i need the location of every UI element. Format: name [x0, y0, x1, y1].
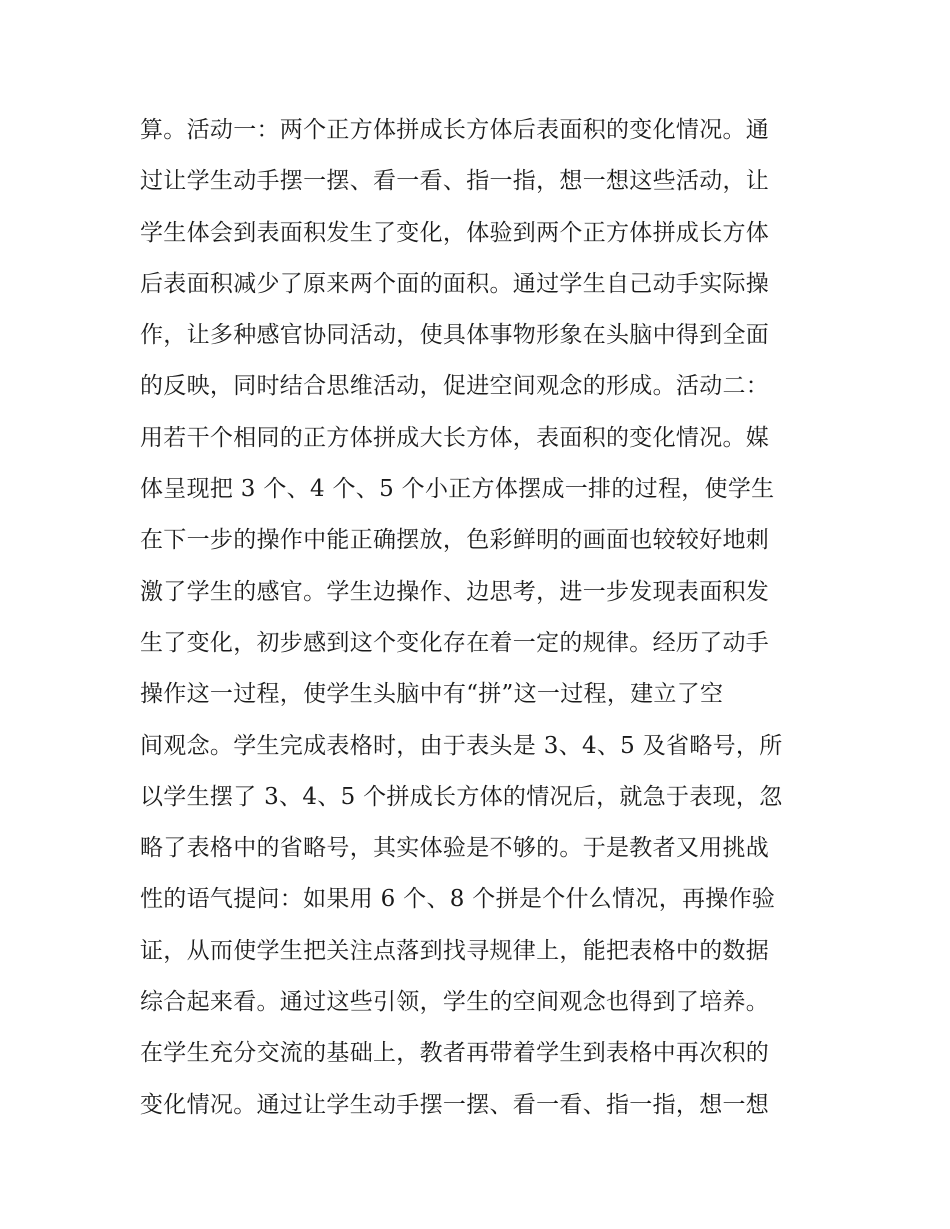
- text-line: 略了表格中的省略号，其实体验是不够的。于是教者又用挑战: [140, 835, 770, 862]
- text-line: 学生体会到表面积发生了变化，体验到两个正方体拼成长方体: [140, 219, 770, 246]
- text-line: 变化情况。通过让学生动手摆一摆、看一看、指一指，想一想: [140, 1091, 770, 1118]
- text-line: 以学生摆了 3、4、5 个拼成长方体的情况后，就急于表现，忽: [140, 783, 783, 810]
- text-line: 算。活动一：两个正方体拼成长方体后表面积的变化情况。通: [140, 117, 770, 143]
- text-line: 性的语气提问：如果用 6 个、8 个拼是个什么情况，再操作验: [140, 886, 776, 913]
- text-line: 证，从而使学生把关注点落到找寻规律上，能把表格中的数据: [140, 937, 770, 964]
- text-line: 综合起来看。通过这些引领，学生的空间观念也得到了培养。: [140, 989, 770, 1016]
- text-line: 间观念。学生完成表格时，由于表头是 3、4、5 及省略号，所: [140, 732, 783, 759]
- text-line: 过让学生动手摆一摆、看一看、指一指，想一想这些活动，让: [140, 168, 770, 195]
- text-line: 在学生充分交流的基础上，教者再带着学生到表格中再次积的: [140, 1040, 770, 1067]
- text-line: 后表面积减少了原来两个面的面积。通过学生自己动手实际操: [140, 270, 770, 297]
- text-line: 操作这一过程，使学生头脑中有“拼”这一过程，建立了空: [140, 681, 724, 708]
- text-line: 作，让多种感官协同活动，使具体事物形象在头脑中得到全面: [140, 322, 770, 349]
- text-line: 体呈现把 3 个、4 个、5 个小正方体摆成一排的过程，使学生: [140, 476, 775, 503]
- text-line: 用若干个相同的正方体拼成大长方体，表面积的变化情况。媒: [140, 424, 770, 451]
- text-line: 激了学生的感官。学生边操作、边思考，进一步发现表面积发: [140, 578, 770, 605]
- text-line: 的反映，同时结合思维活动，促进空间观念的形成。活动二：: [140, 373, 770, 400]
- text-line: 在下一步的操作中能正确摆放，色彩鲜明的画面也较较好地刺: [140, 527, 770, 554]
- text-line: 生了变化，初步感到这个变化存在着一定的规律。经历了动手: [140, 629, 770, 656]
- body-text: [140, 105, 830, 1131]
